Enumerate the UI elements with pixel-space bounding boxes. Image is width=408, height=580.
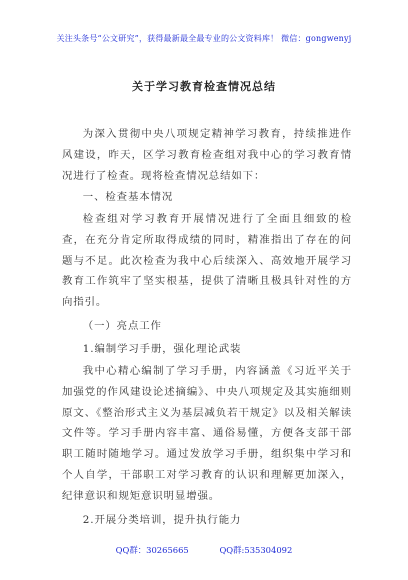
document-title: 关于学习教育检查情况总结 <box>132 80 276 93</box>
intro-paragraph: 为深入贯彻中央八项规定精神学习教育，持续推进作风建设，昨天，区学习教育检查组对我中心的学习教育情况进行了检查。现将检查情况总结如下： <box>62 128 352 182</box>
item2-heading: 2.开展分类培训，提升执行能力 <box>82 514 242 526</box>
item1-body-block <box>62 361 352 507</box>
section1-body-block <box>62 209 352 313</box>
footer-qq-group-1: QQ群：30265665 <box>115 545 189 555</box>
intro-paragraph-block <box>62 124 352 186</box>
item1-body: 我中心精心编制了学习手册，内容涵盖《习近平关于加强党的作风建设论述摘编》、中央八项规定及其实施细则原文、《整治形式主义为基层减负若干规定》以及相关解读文件等。学习手册内容丰富、通俗易懂，方便各支部干部职工随时随地学习。通过发放学习手册，组织集中学习和个人自学，干部职工对学习教育的认识和理解更加深入，纪律意识和规矩意识明显增强。 <box>62 365 352 502</box>
subsection-heading-block <box>62 316 352 337</box>
footer-contact <box>0 544 408 556</box>
item1-heading: 1.编制学习手册，强化理论武装 <box>82 343 242 355</box>
section1-heading-block <box>62 187 352 208</box>
item2-heading-block <box>62 510 352 531</box>
footer-qq-group-2: QQ群:535304092 <box>219 545 293 555</box>
promo-banner: 关注头条号“公文研究”，获得最新最全最专业的公文资料库！ 微信：gongwenyj <box>56 34 352 43</box>
subsection-heading: （一）亮点工作 <box>82 320 162 332</box>
section1-body: 检查组对学习教育开展情况进行了全面且细致的检查，在充分肯定所取得成绩的同时，精准指出了存在的问题与不足。此次检查为我中心后续深入、高效地开展学习教育工作筑牢了坚实根基，提供了清晰且极具针对性的方向指引。 <box>62 213 352 309</box>
item1-heading-block <box>62 339 352 360</box>
section1-heading: 一、检查基本情况 <box>82 191 174 203</box>
